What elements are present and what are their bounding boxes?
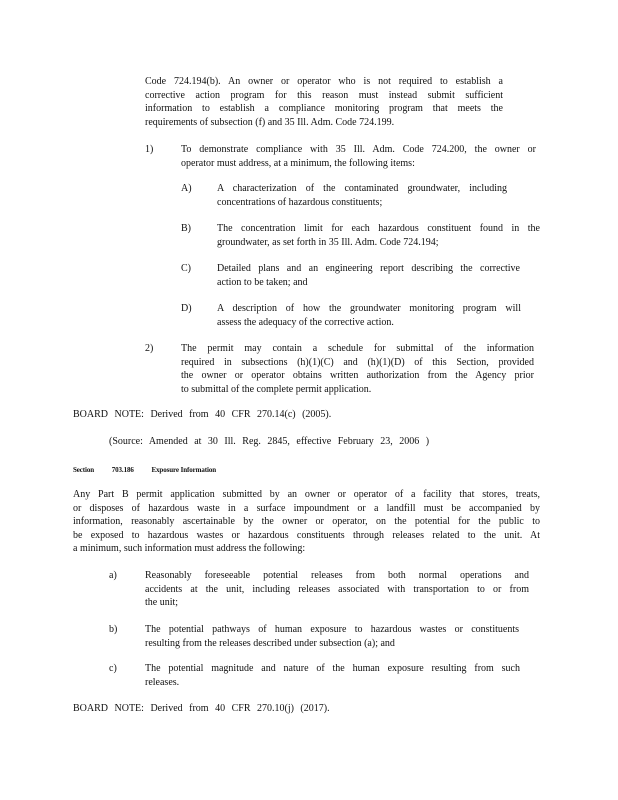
section-title: Exposure Information [151,466,217,474]
text-line: the owner or operator obtains written authorization from the Agency prior [181,370,534,381]
section-heading [73,464,232,478]
section-item-b-label: b) [109,624,118,635]
text-line: To demonstrate compliance with 35 Ill. Adm. Code 724.200, the owner or [181,144,536,155]
section-item-c-label: c) [109,663,117,674]
text-line: The concentration limit for each hazardous constituent found in the [217,223,540,234]
text-line: The permit may contain a schedule for submittal of the information [181,343,534,354]
section-item-b-text [145,623,519,650]
text-line: or disposes of hazardous waste in a surface impoundment or a landfill must be accompanied by [73,502,540,514]
text-line: A description of how the groundwater monitoring program will [217,303,521,314]
board-note [73,702,373,716]
text-line: corrective action program for this reason must instead submit sufficient [145,89,503,101]
subitem-a-label: A) [181,183,192,194]
subitem-a-text [217,182,507,209]
subitem-d-text [217,302,521,329]
text-line: requirements of subsection (f) and 35 Ill. Adm. Code 724.199. [145,116,395,128]
text-line: The potential magnitude and nature of the human exposure resulting from such [145,663,520,674]
text-line: The potential pathways of human exposure to hazardous wastes or constituents [145,624,519,635]
text-line: operator must address, at a minimum, the following items: [181,157,415,169]
section-body-paragraph [73,488,540,556]
text-line: be exposed to hazardous wastes or hazardous constituents through releases related to the unit. At [73,529,540,541]
text-line: BOARD NOTE: Derived from 40 CFR 270.10(j) (2017). [73,703,330,714]
text-line: a minimum, such information must address the following: [73,543,306,554]
text-line: resulting from the releases described under subsection (a); and [145,637,395,649]
section-item-a-text [145,569,529,610]
item-2-text [181,342,534,396]
source-note [109,435,469,449]
board-note [73,408,373,422]
intro-paragraph [145,75,503,129]
text-line: Any Part B permit application submitted by an owner or operator of a facility that stores, treats, [73,489,540,500]
text-line: Code 724.194(b). An owner or operator who is not required to establish a [145,76,503,87]
text-line: Reasonably foreseeable potential releases from both normal operations and [145,570,529,581]
subitem-c-label: C) [181,263,191,274]
section-item-a-label: a) [109,570,117,581]
text-line: information, reasonably ascertainable by the owner or operator, on the potential for the public to [73,516,540,527]
subitem-c-text [217,262,520,289]
subitem-d-label: D) [181,303,192,314]
text-line: releases. [145,676,180,688]
text-line: the unit; [145,597,179,608]
text-line: BOARD NOTE: Derived from 40 CFR 270.14(c) (2005). [73,409,332,420]
text-line: A characterization of the contaminated groundwater, including [217,183,507,194]
text-line: accidents at the unit, including releases associated with transportation to or from [145,583,529,595]
item-1-label: 1) [145,144,154,155]
section-word: Section [73,466,95,474]
text-line: concentrations of hazardous constituents; [217,196,383,208]
text-line: to submittal of the complete permit application. [181,383,372,395]
text-line: Detailed plans and an engineering report describing the corrective [217,263,520,274]
text-line: (Source: Amended at 30 Ill. Reg. 2845, effective February 23, 2006 ) [109,436,430,447]
section-number: 703.186 [111,466,134,474]
item-2-label: 2) [145,343,154,354]
text-line: groundwater, as set forth in 35 Ill. Adm. Code 724.194; [217,236,439,248]
section-item-c-text [145,662,520,689]
item-1-text [181,143,536,170]
text-line: information to establish a compliance monitoring program that meets the [145,103,503,114]
subitem-b-label: B) [181,223,191,234]
text-line: required in subsections (h)(1)(C) and (h)(1)(D) of this Section, provided [181,356,534,368]
subitem-b-text [217,222,540,249]
text-line: action to be taken; and [217,276,308,288]
text-line: assess the adequacy of the corrective action. [217,316,394,328]
